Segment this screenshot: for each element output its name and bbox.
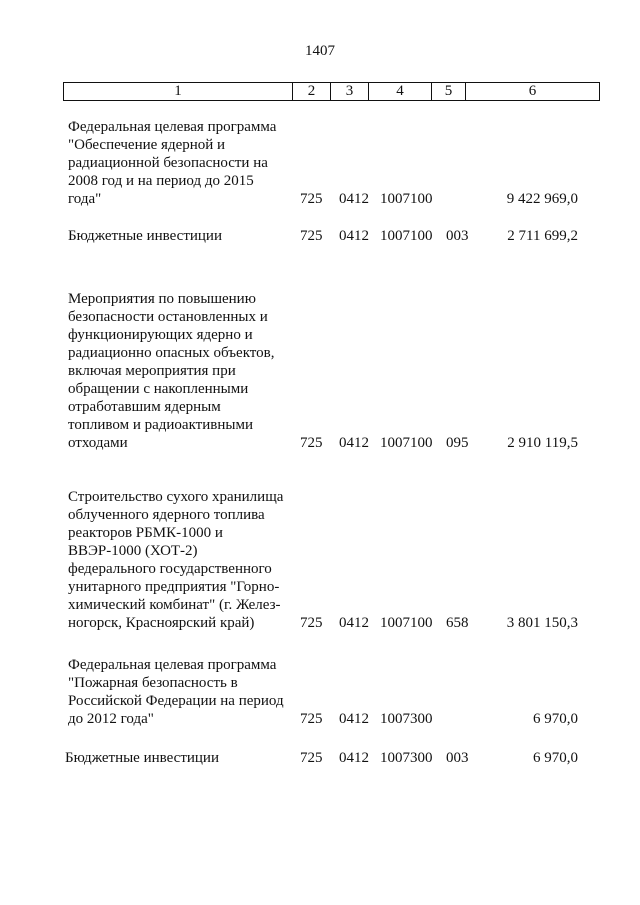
table-row (0, 290, 640, 452)
cell-section: 0412 (339, 228, 369, 244)
cell-ministry: 725 (300, 228, 323, 244)
table-row (0, 118, 640, 208)
cell-section: 0412 (339, 711, 369, 727)
cell-amount: 6 970,0 (533, 711, 578, 727)
row-description: Строительство сухого хранилища облученного ядерного топлива реакторов РБМК-1000 и ВВЭР-1000 (ХОТ-2) федерального государственного унитарного предприятия "Горно- химический комбинат" (г. Желез- ногорск, Красноярский край) (68, 489, 284, 631)
cell-amount: 3 801 150,3 (506, 615, 578, 631)
cell-target: 1007100 (380, 228, 433, 244)
cell-amount: 9 422 969,0 (506, 191, 578, 207)
column-header-4: 4 (368, 83, 431, 100)
cell-expense-type: 658 (446, 615, 469, 631)
cell-target: 1007300 (380, 750, 433, 766)
cell-amount: 2 711 699,2 (507, 228, 578, 244)
cell-target: 1007300 (380, 711, 433, 727)
table-row (0, 656, 640, 728)
cell-ministry: 725 (300, 615, 323, 631)
cell-section: 0412 (339, 435, 369, 451)
row-description: Федеральная целевая программа "Пожарная безопасность в Российской Федерации на период до 2012 года" (68, 657, 284, 727)
cell-section: 0412 (339, 191, 369, 207)
table-row (0, 488, 640, 632)
cell-target: 1007100 (380, 435, 433, 451)
row-description: Мероприятия по повышению безопасности остановленных и функционирующих ядерно и радиационно опасных объектов, включая мероприятия при обращении с накопленными отработавшим ядерным топливом и радиоактивными отходами (68, 291, 275, 451)
row-description: Федеральная целевая программа "Обеспечение ядерной и радиационной безопасности на 2008 год и на период до 2015 года" (68, 119, 277, 207)
cell-ministry: 725 (300, 750, 323, 766)
column-header-2: 2 (292, 83, 330, 100)
cell-section: 0412 (339, 615, 369, 631)
row-description: Бюджетные инвестиции (65, 750, 219, 766)
column-header-3: 3 (330, 83, 368, 100)
cell-expense-type: 003 (446, 228, 469, 244)
cell-ministry: 725 (300, 435, 323, 451)
cell-ministry: 725 (300, 191, 323, 207)
table-row (0, 749, 640, 767)
column-header-5: 5 (431, 83, 465, 100)
cell-target: 1007100 (380, 191, 433, 207)
page-number: 1407 (305, 43, 335, 59)
table-row (0, 227, 640, 245)
table-header (63, 82, 600, 101)
cell-expense-type: 095 (446, 435, 469, 451)
cell-expense-type: 003 (446, 750, 469, 766)
column-header-1: 1 (174, 83, 182, 99)
column-header-6: 6 (465, 83, 599, 100)
cell-amount: 6 970,0 (533, 750, 578, 766)
cell-amount: 2 910 119,5 (507, 435, 578, 451)
cell-section: 0412 (339, 750, 369, 766)
cell-target: 1007100 (380, 615, 433, 631)
cell-ministry: 725 (300, 711, 323, 727)
row-description: Бюджетные инвестиции (68, 228, 222, 244)
